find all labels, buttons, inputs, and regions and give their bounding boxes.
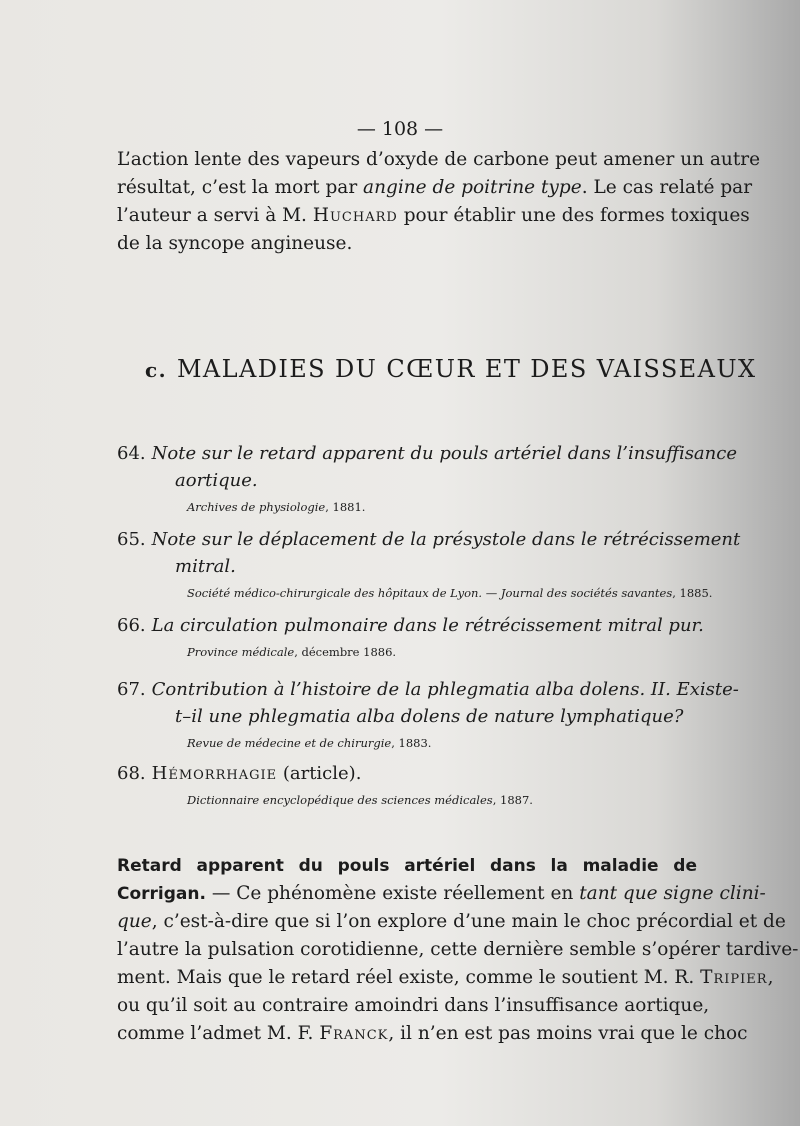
retard-line: Corrigan. — Ce phénomène existe réellement en tant que signe clini- <box>117 883 766 904</box>
retard-line: comme l’admet M. F. Franck, il n’en est pas moins vrai que le choc <box>117 1023 748 1044</box>
retard-line: que, c’est-à-dire que si l’on explore d’une main le choc précordial et de <box>117 911 786 932</box>
retard-line: l’autre la pulsation corotidienne, cette dernière semble s’opérer tardive- <box>117 939 799 960</box>
entry-source: Revue de médecine et de chirurgie, 1883. <box>187 736 432 750</box>
intro-line: L’action lente des vapeurs d’oxyde de carbone peut amener un autre <box>117 149 761 170</box>
entry-source: Province médicale, décembre 1886. <box>187 645 397 659</box>
retard-line: Retard apparent du pouls artériel dans la maladie de <box>117 856 697 876</box>
intro-paragraph <box>117 146 761 258</box>
bibliography-entry: 66. La circulation pulmonaire dans le rétrécissement mitral pur. Province médicale, décembre 1886. <box>117 615 704 659</box>
section-heading <box>145 355 757 383</box>
retard-line: ou qu’il soit au contraire amoindri dans l’insuffisance aortique, <box>117 995 710 1016</box>
page-number: — 108 — <box>356 118 444 140</box>
entry-source: Société médico-chirurgicale des hôpitaux de Lyon. — Journal des sociétés savantes, 1885. <box>187 586 713 600</box>
section-title: MALADIES DU CŒUR ET DES VAISSEAUX <box>176 355 757 383</box>
retard-line: ment. Mais que le retard réel existe, comme le soutient M. R. Tripier, <box>117 967 774 988</box>
bibliography-entry: 64. Note sur le retard apparent du pouls artériel dans l’insuffisance aortique. Archives de physiologie, 1881. <box>117 443 737 514</box>
bibliography-entry: 65. Note sur le déplacement de la présystole dans le rétrécissement mitral. Société médico-chirurgicale des hôpitaux de Lyon. — Journal des sociétés savantes, 1885. <box>117 529 741 600</box>
bibliography-entry: 68. Hémorrhagie (article). Dictionnaire encyclopédique des sciences médicales, 1887. <box>117 760 702 807</box>
intro-line: de la syncope angineuse. <box>117 233 353 254</box>
intro-line: résultat, c’est la mort par angine de poitrine type. Le cas relaté par <box>117 177 753 198</box>
entry-source: Dictionnaire encyclopédique des sciences médicales, 1887. <box>187 793 533 807</box>
section-letter: c. <box>145 358 167 382</box>
retard-paragraph <box>117 852 799 1048</box>
entry-source: Archives de physiologie, 1881. <box>187 500 366 514</box>
intro-line: l’auteur a servi à M. Huchard pour établir une des formes toxiques <box>117 205 750 226</box>
bibliography-entry: 67. Contribution à l’histoire de la phlegmatia alba dolens. II. Existe- t–il une phlegmatia alba dolens de nature lymphatique? Revue de médecine et de chirurgie, 1883. <box>117 679 739 750</box>
